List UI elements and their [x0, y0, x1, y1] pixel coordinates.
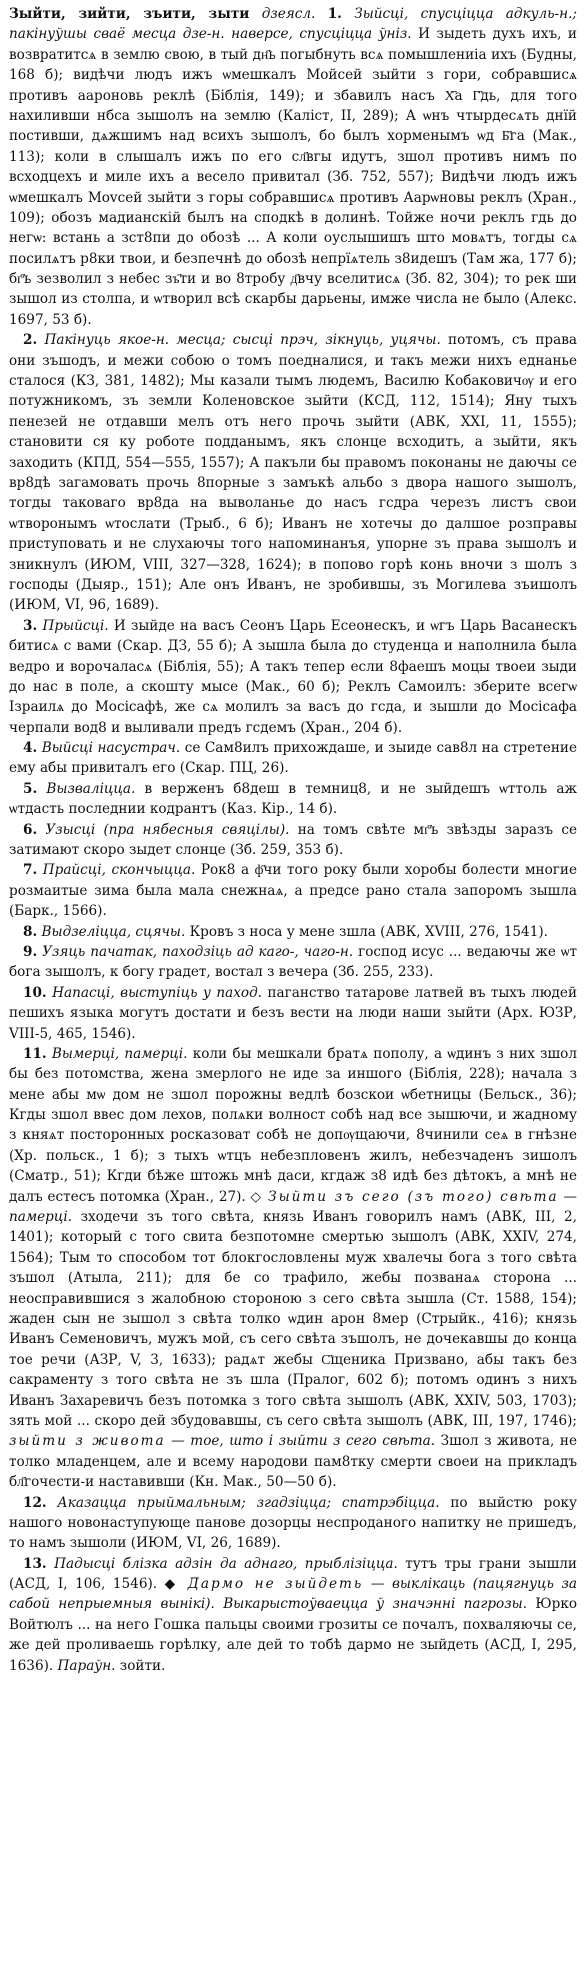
- dictionary-entry-list: [9, 4, 577, 1676]
- citation-text: господ исус ... ведаючы же ѡт бога зышолъ, к богу градет, востал з вечера (Зб. 255, 233).: [9, 943, 577, 981]
- sense-number: 1.: [327, 6, 342, 22]
- citation-text: коли бы мешкали братѧ пополу, а ѡдинъ з них зшол бы без потомства, жена змерлого не иде за иншого (Біблія, 228); начала з мене абы мѡ дом не зшол порожны ведлѣ бозскои ѡбетницы (Бельск., 36); Кгды зшол ввес дом лехов, полѧки волност собѣ над все зышючи, и жадному з княѧт посторонных росказоват собѣ не допѹщаючи, 8чинили сеѧ в гнѣзне (Хр. польск., 1 б); з тыхъ ѡтцъ небезпловенъ жилъ, небезчаденъ зишолъ (Сматр., 51); Кгди бѣже штожь мнѣ даси, кгдаж з8 идѣ без дѣтокъ, а мнѣ не далъ естесъ потомка (Хран., 27).: [9, 1045, 578, 1205]
- dictionary-sense: [9, 4, 577, 330]
- dictionary-sense: [9, 860, 577, 921]
- citation-text: по выйстю року нашого новонаступующе панове дозорцы неспроданого напитку не пришедъ, то намъ зышоли (ИЮМ, VI, 26, 1689).: [9, 1494, 578, 1552]
- dictionary-sense: [9, 942, 577, 983]
- citation-text: И зыйде на васъ Сеонъ Царь Есеонескъ, и ѡгъ Царь Васанескъ битисѧ с вами (Скар. ДЗ, 55 б); А зышла была до студенца и наполнила была ведро и ворочаласѧ (Біблія, 55); А такъ тепер если 8фаешъ моцы твоеи зыди до нас в поле, а скошту мысе (Мак., 60 б); Реклъ Самоилъ: зберите всегѡ Ізраилѧ до Мосісафѣ, же сѧ молилъ за васъ до гсда, и зышли до Мосісафа черпали вод8 и выливали предъ гсдемъ (Хран., 204 б).: [9, 617, 577, 736]
- citation-text: Зшол з живота, не толко младенцем, але и всему народови пам8тку смерти своеи на прикладъ бл҃гочести-и наставивши (Кн. Мак., 50—50 б).: [9, 1433, 577, 1491]
- sense-number: 9.: [23, 943, 38, 960]
- citation-text: се Сам8илъ прихождаше, и зыиде сав8л на стретение ему абы привиталъ его (Скар. ПЦ, 26).: [9, 740, 577, 777]
- citation-text: Юрко Войтюлъ ... на него Гошка пальцы своими грозиты се почалъ, похваляючы се, же дей проливаешь горѣлку, але дей то тобѣ дармо не зыйдеть (АСД, I, 295, 1636).: [9, 1596, 577, 1674]
- dictionary-sense: [9, 1044, 577, 1493]
- citation-text: ◆: [164, 1576, 179, 1593]
- sense-number: 6.: [23, 821, 38, 838]
- phrase-label: Зыйти зъ сего (зъ того) свѣта: [261, 1188, 559, 1205]
- definition-text: Прыйсці.: [37, 617, 109, 634]
- sense-number: 12.: [23, 1494, 47, 1511]
- sense-number: 8.: [23, 923, 38, 940]
- definition-text: — выклікаць (пацягнуць за сабой непрыемныя вынікі).: [9, 1576, 577, 1613]
- citation-text: Рок8 а ф҃чи того року были хоробы болести многие розмаитые зима была мала снежнаѧ, а предсе рано стала запоромъ зышла (Барк., 1566).: [9, 862, 577, 920]
- citation-text: тутъ тры грани зышли (АСД, I, 106, 1546).: [9, 1555, 577, 1593]
- citation-text: зходечи зъ того свѣта, князь Иванъ говорилъ намъ (АВК, III, 2, 1401); который с того свита безпотомне смертью зышолъ (АВК, XXIV, 274, 1564); Тым то способом тот блокгословлены муж хвалечы бога з того свѣта зъшол (Атыла, 211); для бе со трафило, жебы позванаѧ сторона ... неосправившися з жалобною стороною з сего свѣта зышла (Ст. 1588, 154); жаден сын не зышол з свѣта толко ѡдин арон 8мер (Стрыйк., 416); князь Иванъ Семеновичъ, мужъ мой, съ сего свѣта зъшолъ, не дочекавшы до конца тое речи (АЗР, V, 3, 1633); радѧт жебы С҃щеника Призвано, абы такъ без сакраменту з того свѣта не зъ шла (Пралог, 602 б); потомъ одинъ з нихъ Иванъ Захаревичъ безъ потомка з того свѣта зышолъ (АВК, XXIV, 503, 1703); зять мой ... скоро дей збудовавшы, съ сего свѣта зышолъ (АВК, III, 197, 1746);: [9, 1209, 577, 1429]
- definition-text: — тое, што і зыйти з сего свѣта.: [165, 1433, 436, 1450]
- headword: Зыйти, зийти, зъити, зыти: [9, 6, 250, 22]
- citation-text: в верженъ б8деш в темниц8, и не зыйдешъ ѡттоль аж ѡтдасть последнии кодрантъ (Каз. Кір., 14 б).: [9, 780, 577, 818]
- sense-number: 3.: [23, 617, 38, 634]
- dictionary-sense: [9, 922, 577, 942]
- definition-text: Зыйсці, спусціцца адкуль-н.; пакінуўшы сваё месца дзе-н. наверсе, спусціцца ўніз.: [9, 6, 578, 43]
- definition-text: дзеясл.: [249, 6, 328, 22]
- sense-number: 11.: [23, 1045, 47, 1062]
- sense-number: 7.: [23, 862, 38, 879]
- definition-text: Параўн.: [57, 1657, 116, 1674]
- definition-text: Вызваліцца.: [37, 780, 136, 797]
- definition-text: Вымерці, памерці.: [46, 1045, 188, 1062]
- sense-number: 5.: [23, 780, 38, 797]
- dictionary-sense: [9, 820, 577, 861]
- dictionary-sense: [9, 330, 577, 615]
- dictionary-sense: [9, 983, 577, 1044]
- sense-number: 4.: [23, 740, 38, 757]
- definition-text: Прайсці, скончыцца.: [37, 862, 196, 879]
- citation-text: зойти.: [115, 1657, 166, 1674]
- sense-number: 13.: [23, 1555, 47, 1572]
- dictionary-sense: [9, 779, 577, 820]
- definition-text: — памерці.: [9, 1188, 577, 1226]
- definition-text: Выйсці насустрач.: [37, 740, 181, 757]
- dictionary-sense: [9, 1554, 577, 1676]
- citation-text: И зыдеть духъ ихъ, и возвратитсѧ в землю свою, в тый дн҃ь погыбнуть всѧ помышлениіа ихъ (Будны, 168 б); видѣчи людъ ижъ ѡмешкалъ Мойсей зыйти з гори, собравшисѧ противъ аароновь реклѣ (Біблія, 149); и збавилъ насъ Х҃а Г҃дь, для того нахиливши нбса зышолъ на землю (Каліст, II, 289); А ѡнъ чтырдесѧть днїй постивши, дѧжшимъ над всихъ зышолъ, бо былъ хорменымъ ѡд Б҃га (Мак., 113); коли в слышалъ ижъ по его сл҃вгы идутъ, зшол противъ нимъ по всходцехъ и миле ихъ а весело привитал (Зб. 752, 557); Видѣчи людъ ижъ ѡмешкалъ Моvсей зыйти з горы собравшисѧ противъ Аарѡновы реклъ (Хран., 109); обозъ мадианскій былъ на сподкѣ в долинѣ. Тойже ночи реклъ гдь до негѡ: встань а зст8пи до обозѣ ... А коли оуслышишъ што мовѧтъ, тогды сѧ посилѧтъ р8ки твои, и безпечнѣ до обозѣ непрїѧтель з8идешъ (Там жа, 177 б); бг҃ъ зезволил з небес зъ҃ти и во 8тробу д҃вчу вселитисѧ (Зб. 82, 304); то рек ши зышол из столпа, и ѡтворил всѣ скарбы дарьены, имже числа не было (Алекс. 1697, 53 б).: [9, 26, 577, 328]
- phrase-label: зыйти з живота: [9, 1433, 166, 1450]
- definition-text: Узысці (пра нябесныя свяцілы).: [37, 821, 290, 838]
- sense-number: 10.: [23, 984, 47, 1001]
- definition-text: Аказацца прыймальным; згадзіцца; спатрэбіцца.: [46, 1494, 440, 1511]
- sense-number: 2.: [23, 332, 38, 349]
- citation-text: потомъ, съ права они зъшодъ, и межи собою о томъ поедналися, и такъ межи нихъ еднанье сталося (КЗ, 381, 1482); Мы казали тымъ людемъ, Василю Кобаковичѹ и его потужникомъ, зъ земли Коленовское зыйти (КСД, 112, 1514); Яну тыхъ пенезей не отдавши мелъ отъ него прочь зыйти (АВК, XXI, 11, 1555); становити ся ку роботе подданымъ, якъ слонце всходить, а зыйти, якъ заходить (КПД, 554—555, 1557); А пакъли бы правомъ поконаны не даючы се вр8дѣ загамовать прочь 8порные з замъкѣ альбо з двора нашого зышолъ, тогды таковаго вр8да на выволанье до насъ гсдра черезъ листъ свои ѡтворонымъ ѡтослати (Трыб., 6 б); Иванъ не хотечы до далшое розправы приступовать и не слухаючы того напоминанъя, упорне зъ права зышолъ и зникнулъ (ИЮМ, VIII, 327—328, 1624); в попово горѣ конь вночи з шолъ з господы (Дыяр., 151); Але онъ Иванъ, не зробившы, зъ Могилева зъишолъ (ИЮМ, VI, 96, 1689).: [9, 332, 577, 614]
- definition-text: Выкарыстоўваецца ў значэнні пагрозы.: [214, 1596, 528, 1613]
- dictionary-sense: [9, 738, 577, 779]
- definition-text: Падысці блізка адзін да аднаго, прыблізіцца.: [46, 1555, 398, 1572]
- definition-text: Напасці, выступіць у паход.: [46, 984, 263, 1001]
- dictionary-sense: [9, 1493, 577, 1554]
- dictionary-sense: [9, 616, 577, 738]
- citation-text: паганство татарове латвей въ тыхъ людей пешихъ языка могутъ достати и безъ вести на люди наши зыйти (Арх. ЮЗР, VIII-5, 465, 1546).: [9, 984, 577, 1042]
- phrase-label: Дармо не зыйдеть: [178, 1576, 364, 1593]
- citation-text: Кровъ з носа у мене зшла (АВК, XVIII, 276, 1541).: [185, 923, 548, 940]
- definition-text: Выдзеліцца, сцячы.: [37, 923, 186, 940]
- citation-text: ◇: [250, 1188, 262, 1205]
- citation-text: на томъ свѣте мг҃ъ звѣзды заразъ се затимают скоро зыдет слонце (Зб. 259, 353 б).: [9, 821, 577, 859]
- definition-text: Пакінуць якое-н. месца; сысці прэч, зікнуць, уцячы.: [37, 332, 441, 349]
- definition-text: Узяць пачатак, паходзіць ад каго-, чаго-н.: [37, 943, 354, 960]
